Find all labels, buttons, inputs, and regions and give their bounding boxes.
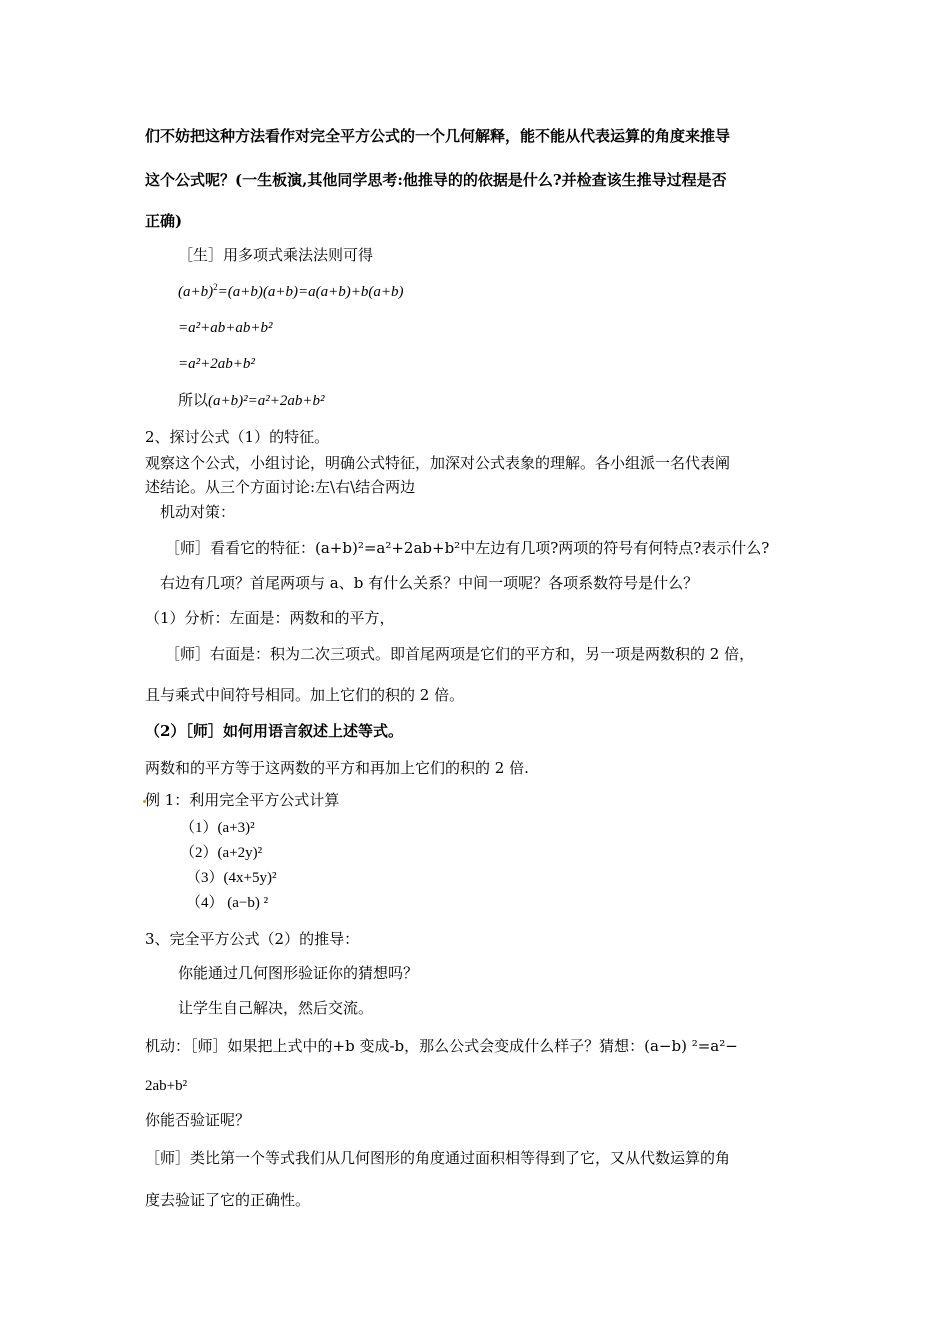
teacher-question-2: 右边有几项？首尾两项与 a、b 有什么关系？中间一项呢？各项系数符号是什么？ <box>160 574 699 592</box>
step1-lhs: (a+b) <box>178 284 214 300</box>
derivation-step-4 <box>178 390 325 411</box>
derivation-step-1: $(a+b)^2=(a+b)(a+b)=a(a+b)+b(a+b)$ <box>178 282 404 300</box>
teacher-conclusion-2: 度去验证了它的正确性。 <box>145 1191 311 1209</box>
section3-heading: 3、完全平方公式（2）的推导： <box>145 930 360 948</box>
intro-line-3: 正确) <box>145 212 183 230</box>
intro-line-1: 们不妨把这种方法看作对完全平方公式的一个几何解释，能不能从代表运算的角度来推导 <box>145 127 731 145</box>
intro-line-2: 这个公式呢？(一生板演,其他同学思考:他推导的的依据是什么?并检查该生推导过程是否 <box>145 171 727 189</box>
question-2-heading: （2）［师］如何用语言叙述上述等式。 <box>145 722 403 740</box>
section3-question-2: 让学生自己解决，然后交流。 <box>178 999 374 1017</box>
teacher-conclusion-1: ［师］类比第一个等式我们从几何图形的角度通过面积相等得到了它，又从代数运算的角 <box>145 1149 731 1167</box>
verify-line: 你能否验证呢？ <box>145 1111 251 1129</box>
teacher-reply-2: 且与乘式中间符号相同。加上它们的积的 2 倍。 <box>145 686 465 704</box>
derivation-step-2: =a²+ab+ab+b² <box>178 320 273 336</box>
teacher-reply-1: ［师］右面是：积为二次三项式。即首尾两项是它们的平方和，另一项是两数积的 2 倍， <box>165 645 755 663</box>
section3-question-1: 你能通过几何图形验证你的猜想吗？ <box>178 964 419 982</box>
example-item-4: （4） (a−b) ² <box>186 895 269 911</box>
step4-formula: (a+b)²=a²+2ab+b² <box>208 393 325 409</box>
analysis-line: （1）分析：左面是：两数和的平方， <box>145 609 395 627</box>
maneuver-line-1: 机动：［师］如果把上式中的+b 变成-b，那么公式会变成什么样子？猜想：(a−b) ²=a²− <box>145 1037 738 1055</box>
student-label: ［生］用多项式乘法法则可得 <box>178 246 374 264</box>
section2-strategy: 机动对策： <box>160 503 236 521</box>
section2-observe-2: 述结论。从三个方面讨论:左\右\结合两边 <box>145 478 416 496</box>
step1-rhs: =(a+b)(a+b)=a(a+b)+b(a+b) <box>217 284 404 300</box>
teacher-question-1: ［师］看看它的特征：(a+b)²=a²+2ab+b²中左边有几项?两项的符号有何特点?表示什么? <box>165 539 770 557</box>
step4-prefix: 所以 <box>178 391 209 409</box>
derivation-step-3: =a²+2ab+b² <box>178 356 255 372</box>
example-item-3: （3）(4x+5y)² <box>186 870 277 886</box>
maneuver-line-2: 2ab+b² <box>145 1078 188 1094</box>
example-item-2: （2）(a+2y)² <box>180 845 263 861</box>
example-item-1: （1）(a+3)² <box>180 820 255 836</box>
statement-line: 两数和的平方等于这两数的平方和再加上它们的积的 2 倍. <box>145 759 529 777</box>
section2-observe-1: 观察这个公式，小组讨论，明确公式特征，加深对公式表象的理解。各小组派一名代表阐 <box>145 454 731 472</box>
example-heading: 例 1：利用完全平方公式计算 <box>145 791 340 809</box>
section2-heading: 2、探讨公式（1）的特征。 <box>145 428 330 446</box>
